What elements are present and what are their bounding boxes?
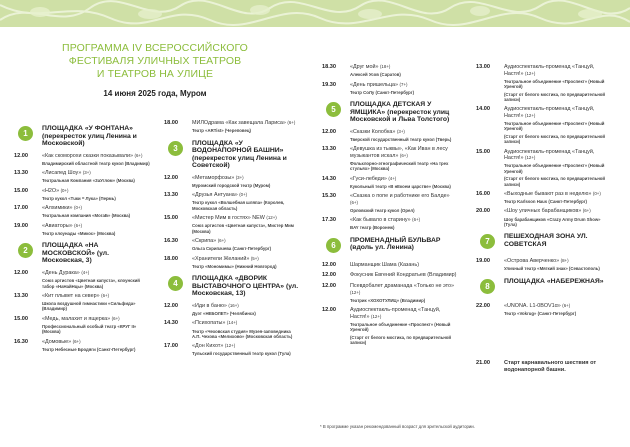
event-organizer: Театр кукол «Тuки = Лука» (Пермь) (42, 195, 116, 201)
venue-number-badge: 6 (326, 238, 341, 253)
event-item (150, 343, 300, 357)
age-rating: (6+) (111, 315, 120, 321)
event-time: 18.30 (322, 64, 336, 70)
event-time: 17.00 (164, 343, 178, 350)
event-time: 12.00 (322, 307, 336, 314)
event-title: «Метаморфозы» (192, 174, 235, 181)
event-title: Фокусник Евгений Кондратьев (Владимир) (350, 272, 457, 279)
event-time: 19.00 (476, 258, 490, 265)
age-rating: (12+) (524, 155, 536, 161)
venue-header (462, 278, 612, 298)
age-rating: (12+) (524, 112, 536, 118)
schedule-column-2 (150, 120, 300, 361)
event-name (192, 343, 300, 350)
age-rating: (16+) (228, 302, 239, 308)
event-time: 13.00 (476, 64, 490, 70)
venue-title: ПЛОЩАДКА «У ВОДОНАПОРНОЙ БАШНИ» (перекресток улиц Ленина и Советской) (192, 139, 287, 170)
event-time: 15.00 (164, 215, 178, 222)
event-title: «Психопаты» (192, 320, 226, 327)
age-rating: (14+) (226, 320, 238, 326)
event-name (192, 175, 300, 182)
event-organizer: Театральное объединение «Проспект» (Новый Уренгой) (350, 321, 451, 333)
event-item (462, 303, 612, 317)
event-item (308, 283, 458, 303)
event-item (308, 176, 458, 190)
event-time: 15.00 (14, 315, 28, 322)
event-title: «UNONA. L1-0BOV1α» (504, 302, 561, 309)
event-item (150, 120, 300, 134)
age-rating: (12+) (224, 343, 236, 349)
event-name (192, 215, 300, 222)
event-time: 14.00 (476, 106, 490, 113)
event-title: «Сказка о попе и работнике его Балде» (350, 193, 450, 200)
event-organizer: Театр «Чеховская студия» Музея-заповедника А.П. Чехова «Мелихово» (Московская область) (192, 328, 293, 339)
event-organizer: Муромский городской театр (Муром) (192, 182, 271, 188)
event-organizer: Театральная Компания «ЗаУглом» (Москва) (42, 178, 135, 184)
event-time: 12.00 (322, 272, 336, 279)
venue-title: ПЛОЩАДКА «НА МОСКОВСКОЙ» (ул. Московская, 3) (42, 242, 109, 265)
venue-number-badge: 7 (480, 234, 495, 249)
event-name (42, 316, 150, 323)
event-note: (Старт от белого мостика, по предварительной записи) (350, 334, 452, 346)
venue-title: ПЛОЩАДКА «ДВОРИК ВЫСТАВОЧНОГО ЦЕНТРА» (ул. Московская, 13) (192, 275, 299, 298)
event-organizer: Дуэт «НЕБОЛЕТ» (Челябинск) (192, 311, 256, 317)
event-organizer: Театр клоунады «Микос» (Москва) (42, 230, 116, 236)
venue-title: ПЛОЩАДКА ДЕТСКАЯ У ЯМЩИКА» (перекресток улиц Московской и Льва Толстого) (350, 101, 450, 124)
event-name (42, 339, 150, 346)
event-item (308, 64, 458, 78)
event-title: «Острова Аверченко» (504, 258, 560, 265)
event-time: 15.30 (322, 193, 336, 200)
event-item (150, 256, 300, 270)
event-item (308, 146, 458, 172)
venue-number-badge: 5 (326, 102, 341, 117)
event-name (192, 320, 300, 327)
age-rating: (8+) (560, 258, 569, 264)
event-organizer: Театр «ARTist» (Череповец) (192, 128, 251, 134)
event-name (350, 217, 458, 224)
event-name (42, 205, 150, 212)
schedule-column-3 (308, 64, 458, 349)
event-time: 13.30 (164, 192, 178, 199)
age-rating: (18+) (379, 64, 391, 69)
age-rating: (6+) (72, 338, 81, 344)
event-item (150, 303, 300, 317)
event-organizer: Театр Karlsson Haus (Санкт-Петербург) (504, 199, 587, 205)
age-rating: (6+) (287, 120, 296, 125)
age-rating: (3+) (82, 170, 91, 176)
event-time: 15.00 (476, 148, 490, 155)
event-item (462, 64, 612, 102)
event-time: 13.30 (322, 146, 336, 153)
event-item (150, 175, 300, 189)
event-title: «День Дурака» (42, 270, 80, 277)
venue-number-badge: 8 (480, 279, 495, 294)
event-title: «Девушка из тыквы», «Как Иван в лесу музыкантов искал» (350, 146, 448, 159)
event-title: Аудиоспектакль-променад «Танцуй, Настя!» (504, 148, 595, 162)
age-rating: (6+) (217, 238, 226, 244)
event-item (308, 217, 458, 231)
event-time: 14.30 (164, 320, 178, 327)
event-title: Псевдобалет драманада «Только не это» (350, 283, 454, 290)
event-item (462, 191, 612, 205)
schedule-column-4 (462, 64, 612, 378)
event-note: (Старт от белого мостика, по предварительной записи) (504, 133, 606, 145)
decorative-floral-banner (0, 0, 630, 27)
event-title: «Как скоморохи сказки показывали» (42, 152, 134, 159)
event-organizer: Театр «Мономимы» (Нижний Новгород) (192, 263, 277, 269)
age-rating: (12+) (266, 215, 277, 221)
event-name (42, 270, 150, 277)
event-name (350, 176, 458, 183)
venue-header (150, 140, 300, 170)
event-organizer: Театр кукол «Волшебная шляпа» (Королев, Московская область) (192, 200, 285, 211)
event-name (350, 283, 458, 296)
event-name (504, 360, 612, 373)
event-item (308, 262, 458, 269)
event-time: 12.00 (14, 270, 28, 277)
age-rating: (6+) (350, 199, 358, 205)
event-time: 18.00 (164, 120, 178, 126)
event-name (192, 303, 300, 310)
event-title: «Шоу уличных барабанщиков» (504, 208, 582, 215)
venue-title: ПРОМЕНАДНЫЙ БУЛЬВАР (вдоль ул. Ленина) (350, 236, 441, 252)
event-time: 16.30 (164, 238, 178, 245)
event-item (308, 272, 458, 279)
event-title: «Хранители Желаний» (192, 255, 250, 262)
event-item (462, 258, 612, 272)
event-title: «Н2О» (42, 187, 60, 194)
event-organizer: Театрик «ХОХОТУЛИЦ» (Владимир) (350, 297, 426, 303)
venue-header (0, 125, 150, 148)
event-title: «Скрипа» (192, 238, 217, 245)
event-time: 22.00 (476, 302, 490, 309)
event-name (504, 106, 612, 119)
venue-header (150, 275, 300, 298)
event-item (0, 293, 150, 312)
event-title: «Друзья Антуана» (192, 192, 238, 199)
event-title: «Лисапед Шоу» (42, 170, 82, 177)
age-rating: (6+) (412, 217, 421, 223)
venue-header (462, 233, 612, 253)
event-item (0, 270, 150, 289)
event-organizer: Театральная компания «МогаБ» (Москва) (42, 213, 131, 219)
event-title: «Как бывало в старину» (350, 217, 411, 224)
event-note: (Старт от белого мостика, по предварительной записи) (504, 176, 606, 187)
age-rating: (12+) (524, 70, 536, 76)
event-item (0, 188, 150, 202)
event-organizer: Союз артистов «Цветная капуста», Мистер Мим (Москва) (192, 223, 294, 234)
event-item (0, 316, 150, 335)
age-rating: (0+) (239, 192, 248, 198)
event-time: 17.00 (14, 205, 28, 212)
event-name (350, 129, 458, 136)
event-name (350, 64, 458, 71)
event-time: 16.00 (476, 190, 490, 197)
event-title: «Алхимики» (42, 205, 73, 212)
event-name (504, 191, 612, 198)
event-time: 12.00 (164, 302, 178, 309)
age-rating: (6+) (74, 222, 83, 228)
event-name (42, 223, 150, 230)
event-name (42, 170, 150, 177)
event-time: 19.00 (14, 222, 28, 229)
event-item (308, 307, 458, 345)
event-organizer: Театр СоЛу (Санкт-Петербург) (350, 89, 415, 95)
age-rating: (12+) (370, 313, 382, 319)
event-item (308, 129, 458, 143)
venue-title: ПЛОЩАДКА «НАБЕРЕЖНАЯ» (504, 277, 604, 285)
event-title: «Выходные бывают раз в неделю» (504, 190, 592, 197)
event-organizer: Фольклорно-этнографический театр «На трех стульях» (Москва) (350, 160, 449, 172)
age-rating: (4+) (388, 175, 397, 181)
event-time: 12.00 (14, 152, 28, 159)
event-item (0, 170, 150, 184)
age-rating: (4+) (81, 270, 90, 276)
event-name (504, 208, 612, 215)
event-title: Аудиоспектакль-променад «Танцуй, Настя!» (350, 307, 441, 320)
event-name (504, 149, 612, 162)
event-time: 13.30 (14, 292, 28, 299)
event-name (42, 188, 150, 195)
event-date: 14 июня 2025 года, Муром (103, 89, 207, 98)
event-name (192, 238, 300, 245)
event-item (308, 82, 458, 96)
event-title: «Авиаторы» (42, 222, 73, 229)
event-organizer: Профессиональный особый театр «КРУГ II» (Москва) (42, 323, 137, 335)
age-rating: (0+) (74, 205, 82, 211)
event-organizer: Орловский театр кукол (Орел) (350, 207, 415, 213)
event-name (350, 307, 458, 320)
event-name (350, 262, 458, 269)
event-title: МИЛОдрама «Как завещала Лариса» (192, 120, 286, 126)
event-name (350, 272, 458, 279)
event-item (0, 223, 150, 237)
age-rating: (6+) (101, 292, 110, 298)
event-title: «Друг мой» (350, 64, 379, 70)
event-organizer: Школа воздушной гимнастики «Сильфида» (Владимир) (42, 301, 136, 312)
event-organizer: Тульский государственный театр кукол (Тула) (192, 351, 291, 357)
event-organizer: Владимирский областной театр кукол (Владимир) (42, 160, 150, 166)
title-line: ПРОГРАММА IV ВСЕРОССИЙСКОГО (62, 42, 248, 54)
event-title: «Дон Кихот» (192, 343, 224, 350)
event-organizer: Театральное объединение «Проспект» (Новый Уренгой) (504, 163, 605, 174)
event-title: «Кит плывет на север» (42, 292, 100, 299)
page-title (20, 42, 290, 81)
event-item (150, 238, 300, 252)
venue-header (308, 101, 458, 124)
age-rating: (5+) (250, 255, 259, 261)
age-rating: (7+) (399, 81, 408, 87)
event-item (308, 193, 458, 213)
title-line: ФЕСТИВАЛЯ УЛИЧНЫХ ТЕАТРОВ (68, 55, 242, 67)
event-name (192, 120, 300, 127)
event-time: 19.30 (322, 81, 336, 88)
age-rating: (6+) (134, 152, 143, 158)
event-organizer: Уличный театр «Мягкий знак» (Севастополь) (504, 266, 600, 272)
event-organizer: Союз артистов «Цветная капуста», клоунский табор «НаНайНцы» (Москва) (42, 278, 140, 289)
venue-title: ПЛОЩАДКА «У ФОНТАНА» (перекресток улиц Ленина и Московской) (42, 125, 137, 148)
event-name (504, 258, 612, 265)
event-item (462, 106, 612, 144)
event-name (350, 82, 458, 89)
event-item (0, 339, 150, 353)
event-time: 12.00 (322, 261, 336, 268)
event-item (462, 208, 612, 227)
event-item (0, 205, 150, 219)
event-name (504, 303, 612, 310)
venue-number-badge: 4 (168, 276, 183, 291)
event-time: 13.30 (14, 170, 28, 177)
event-organizer: Театральное объединение «Проспект» (Новый Уренгой) (504, 78, 605, 90)
event-name (350, 193, 458, 206)
spacer (462, 320, 612, 360)
age-rating: (0+) (592, 190, 601, 196)
event-time: 12.00 (164, 174, 178, 181)
venue-number-badge: 1 (18, 126, 33, 141)
event-name (42, 293, 150, 300)
event-item (462, 149, 612, 187)
footnote: * В программе указан рекомендованный возраст для зрительской аудитории. (320, 424, 475, 429)
event-time: 17.30 (322, 217, 336, 224)
venue-header (0, 242, 150, 265)
event-organizer: Алексей Усов (Саратов) (350, 72, 401, 78)
event-title: «Мистер Мим в гостях» NEW (192, 215, 265, 222)
event-title: «Иди в баню» (192, 302, 227, 309)
event-organizer: Театр «Vokrug» (Санкт-Петербург) (504, 310, 577, 316)
event-time: 12.00 (322, 283, 336, 290)
event-item (150, 320, 300, 339)
event-title: «Домовые» (42, 338, 72, 345)
event-time: 21.00 (476, 360, 490, 367)
event-organizer: Ольга Скрипачева (Санкт-Петербург) (192, 246, 272, 252)
event-organizer: Кукольный театр «В нЕкоем царстве» (Москва) (350, 183, 451, 189)
event-note: (Старт от белого мостика, по предварительной записи) (504, 91, 606, 102)
age-rating: (6+) (399, 152, 408, 158)
event-name (350, 146, 458, 159)
event-time: 14.30 (322, 175, 336, 182)
event-time: 20.00 (476, 208, 490, 215)
event-item (0, 153, 150, 167)
event-item (150, 192, 300, 211)
event-title: «Медь, малахит и ящерка» (42, 315, 111, 322)
event-organizer: Шоу барабанщиков «Crazy Army Drum Show» (Тула) (504, 216, 601, 227)
age-rating: (6+) (562, 302, 571, 308)
event-title: Старт карнавального шествия от водонапорной башни. (504, 360, 597, 373)
event-title: Шарманщик Шама (Казань) (350, 261, 419, 268)
venue-number-badge: 2 (18, 243, 33, 258)
venue-title: ПЕШЕХОДНАЯ ЗОНА УЛ. СОВЕТСКАЯ (504, 233, 588, 248)
event-title: «День пришельца» (350, 81, 399, 88)
event-name (192, 256, 300, 263)
event-title: «Гуси-лебеди» (350, 175, 387, 182)
event-name (192, 192, 300, 199)
title-line: И ТЕАТРОВ НА УЛИЦЕ (96, 68, 214, 80)
event-time: 18.00 (164, 255, 178, 262)
event-title: Аудиоспектакль-променад «Танцуй, Настя!» (504, 64, 595, 77)
event-name (42, 153, 150, 160)
event-item (462, 360, 612, 373)
venue-number-badge: 3 (168, 141, 183, 156)
event-time: 12.00 (322, 128, 336, 135)
age-rating: (6+) (582, 208, 591, 214)
event-organizer: Тверской государственный театр кукол (Тверь) (350, 136, 452, 142)
venue-header (308, 237, 458, 257)
event-time: 15.00 (14, 187, 28, 194)
event-organizer: Театр Небесные Бродяги (Санкт-Петербург) (42, 346, 136, 352)
event-item (150, 215, 300, 234)
event-name (504, 64, 612, 77)
age-rating: (0+) (60, 187, 69, 193)
event-title: Аудиоспектакль-променад «Танцуй, Настя!» (504, 106, 595, 119)
event-time: 16.30 (14, 338, 28, 345)
event-title: «Сказки Колобка» (350, 128, 396, 135)
event-organizer: BAY театр (Воронеж) (350, 225, 395, 231)
age-rating: (12+) (350, 289, 361, 295)
age-rating: (3+) (235, 174, 244, 180)
event-organizer: Театральное объединение «Проспект» (Новый Уренгой) (504, 121, 605, 132)
schedule-column-1 (0, 119, 150, 356)
age-rating: (3+) (396, 128, 405, 134)
